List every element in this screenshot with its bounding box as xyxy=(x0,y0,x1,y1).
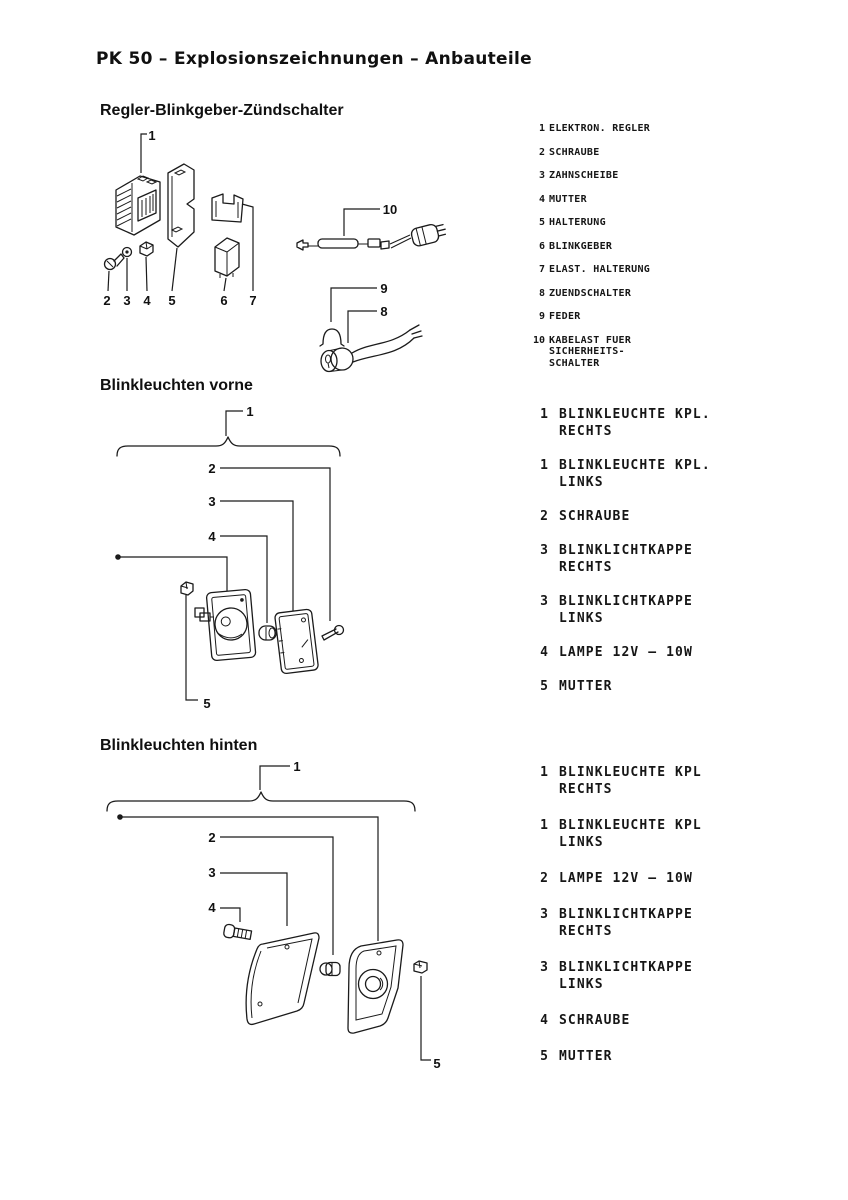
nut-illustration xyxy=(414,961,427,973)
callout-9: 9 xyxy=(380,281,388,296)
part-item xyxy=(527,817,702,851)
lens-cap-illustration xyxy=(274,609,318,674)
part-item xyxy=(527,170,650,182)
bulb-illustration xyxy=(320,963,340,976)
part-item xyxy=(527,542,711,576)
part-number: 6 xyxy=(538,240,545,252)
part-label: LAMPE 12V – 10W xyxy=(559,645,693,660)
part-label: MUTTER xyxy=(559,679,613,694)
tooth-washer-illustration xyxy=(123,248,132,257)
assembly-brace xyxy=(117,437,340,456)
part-number: 4 xyxy=(540,645,548,660)
screw-illustration xyxy=(322,626,344,641)
callout-2: 2 xyxy=(103,293,111,308)
callout-4: 4 xyxy=(208,529,216,544)
part-item xyxy=(527,593,711,627)
leader-lines xyxy=(117,766,431,1060)
exploded-diagram-blinkleuchten-vorne xyxy=(95,400,455,712)
part-label: BLINKLICHTKAPPE LINKS xyxy=(559,960,693,992)
parts-list-blinkleuchten-vorne xyxy=(527,406,711,712)
exploded-diagram-regler-blinkgeber-zuendschalter xyxy=(90,116,490,378)
part-item xyxy=(527,870,702,887)
callout-5: 5 xyxy=(203,696,211,711)
part-number: 3 xyxy=(540,543,548,558)
part-number: 3 xyxy=(540,960,548,975)
ignition-switch-illustration xyxy=(321,325,422,372)
part-label: HALTERUNG xyxy=(549,217,606,228)
callout-10: 10 xyxy=(382,202,398,217)
part-item xyxy=(527,123,650,135)
part-item xyxy=(527,457,711,491)
part-number: 1 xyxy=(540,458,548,473)
part-item xyxy=(527,678,711,695)
part-label: BLINKLEUCHTE KPL RECHTS xyxy=(559,765,702,797)
part-label: BLINKLICHTKAPPE LINKS xyxy=(559,594,693,626)
part-number: 1 xyxy=(538,123,545,134)
section-heading-blinkleuchten-hinten: Blinkleuchten hinten xyxy=(100,737,258,754)
nut-illustration xyxy=(181,582,193,595)
part-label: BLINKLEUCHTE KPL LINKS xyxy=(559,818,702,850)
part-item xyxy=(527,194,650,206)
part-item xyxy=(527,959,702,993)
part-item xyxy=(527,147,650,159)
part-number: 5 xyxy=(540,1049,548,1064)
assembly-brace xyxy=(107,792,415,811)
callout-2: 2 xyxy=(208,461,216,476)
section-heading-blinkleuchten-vorne: Blinkleuchten vorne xyxy=(100,377,253,394)
leader-lines xyxy=(115,411,330,700)
elastic-holder-illustration xyxy=(212,194,243,222)
part-number: 1 xyxy=(540,818,548,833)
part-label: BLINKLEUCHTE KPL. LINKS xyxy=(559,458,711,490)
part-number: 2 xyxy=(540,509,548,524)
part-label: LAMPE 12V – 10W xyxy=(559,871,693,886)
part-number: 3 xyxy=(540,594,548,609)
part-number: 3 xyxy=(540,907,548,922)
part-label: MUTTER xyxy=(549,193,587,205)
screw-illustration xyxy=(105,254,125,270)
part-number: 2 xyxy=(540,871,548,886)
part-number: 10 xyxy=(532,334,545,346)
callout-4: 4 xyxy=(143,293,151,308)
part-label: KABELAST FUER SICHERHEITS- SCHALTER xyxy=(549,334,632,369)
callout-3: 3 xyxy=(208,494,216,509)
part-number: 5 xyxy=(538,217,545,228)
safety-switch-cable-illustration xyxy=(297,221,448,250)
part-number: 2 xyxy=(538,146,545,158)
part-item xyxy=(527,288,650,300)
connector-tab-illustration xyxy=(195,608,214,621)
part-number: 4 xyxy=(538,193,545,205)
flasher-relay-illustration xyxy=(215,238,239,278)
part-number: 9 xyxy=(538,311,545,322)
lamp-housing-illustration xyxy=(206,589,256,661)
callout-4: 4 xyxy=(208,900,216,915)
callout-2: 2 xyxy=(208,830,216,845)
callout-8: 8 xyxy=(380,304,388,319)
part-item xyxy=(527,335,650,370)
part-item xyxy=(527,264,650,276)
callout-3: 3 xyxy=(208,865,216,880)
screw-illustration xyxy=(223,924,252,941)
parts-list-regler xyxy=(527,123,650,381)
part-number: 7 xyxy=(538,264,545,275)
part-number: 1 xyxy=(540,765,548,780)
parts-list-blinkleuchten-hinten xyxy=(527,764,702,1084)
part-label: FEDER xyxy=(549,311,581,322)
callout-6: 6 xyxy=(220,293,228,308)
spring-illustration xyxy=(320,329,344,346)
part-number: 8 xyxy=(538,287,545,299)
callout-5: 5 xyxy=(433,1056,441,1071)
callout-1: 1 xyxy=(148,128,156,143)
part-item xyxy=(527,1012,702,1029)
bracket-illustration xyxy=(168,164,194,247)
part-item xyxy=(527,217,650,229)
callout-labels xyxy=(208,759,440,1071)
lamp-housing-illustration xyxy=(348,940,403,1033)
part-item xyxy=(527,1048,702,1065)
part-item xyxy=(527,906,702,940)
bulb-illustration xyxy=(259,626,276,640)
part-number: 5 xyxy=(540,679,548,694)
part-item xyxy=(527,406,711,440)
callout-5: 5 xyxy=(168,293,176,308)
exploded-diagram-blinkleuchten-hinten xyxy=(95,757,455,1102)
lens-cap-illustration xyxy=(246,933,319,1025)
part-label: BLINKLICHTKAPPE RECHTS xyxy=(559,543,693,575)
part-label: BLINKGEBER xyxy=(549,240,613,252)
callout-7: 7 xyxy=(249,293,257,308)
part-item xyxy=(527,311,650,323)
part-label: BLINKLEUCHTE KPL. RECHTS xyxy=(559,407,711,439)
part-item xyxy=(527,241,650,253)
part-label: SCHRAUBE xyxy=(549,146,600,158)
page-title: PK 50 – Explosionszeichnungen – Anbauteile xyxy=(96,49,532,69)
part-label: SCHRAUBE xyxy=(559,1013,631,1028)
part-number: 4 xyxy=(540,1013,548,1028)
callout-3: 3 xyxy=(123,293,131,308)
part-number: 1 xyxy=(540,407,548,422)
callout-1: 1 xyxy=(246,404,254,419)
part-label: ZUENDSCHALTER xyxy=(549,287,632,299)
part-label: SCHRAUBE xyxy=(559,509,631,524)
regulator-illustration xyxy=(116,176,160,235)
part-item xyxy=(527,764,702,798)
nut-illustration xyxy=(140,242,153,256)
part-item xyxy=(527,644,711,661)
section-heading-regler-blinkgeber-zuendschalter: Regler-Blinkgeber-Zündschalter xyxy=(100,102,344,119)
part-label: MUTTER xyxy=(559,1049,613,1064)
part-label: BLINKLICHTKAPPE RECHTS xyxy=(559,907,693,939)
part-number: 3 xyxy=(538,170,545,181)
part-label: ELAST. HALTERUNG xyxy=(549,264,651,275)
part-label: ZAHNSCHEIBE xyxy=(549,170,619,181)
part-item xyxy=(527,508,711,525)
callout-1: 1 xyxy=(293,759,301,774)
part-label: ELEKTRON. REGLER xyxy=(549,123,651,134)
